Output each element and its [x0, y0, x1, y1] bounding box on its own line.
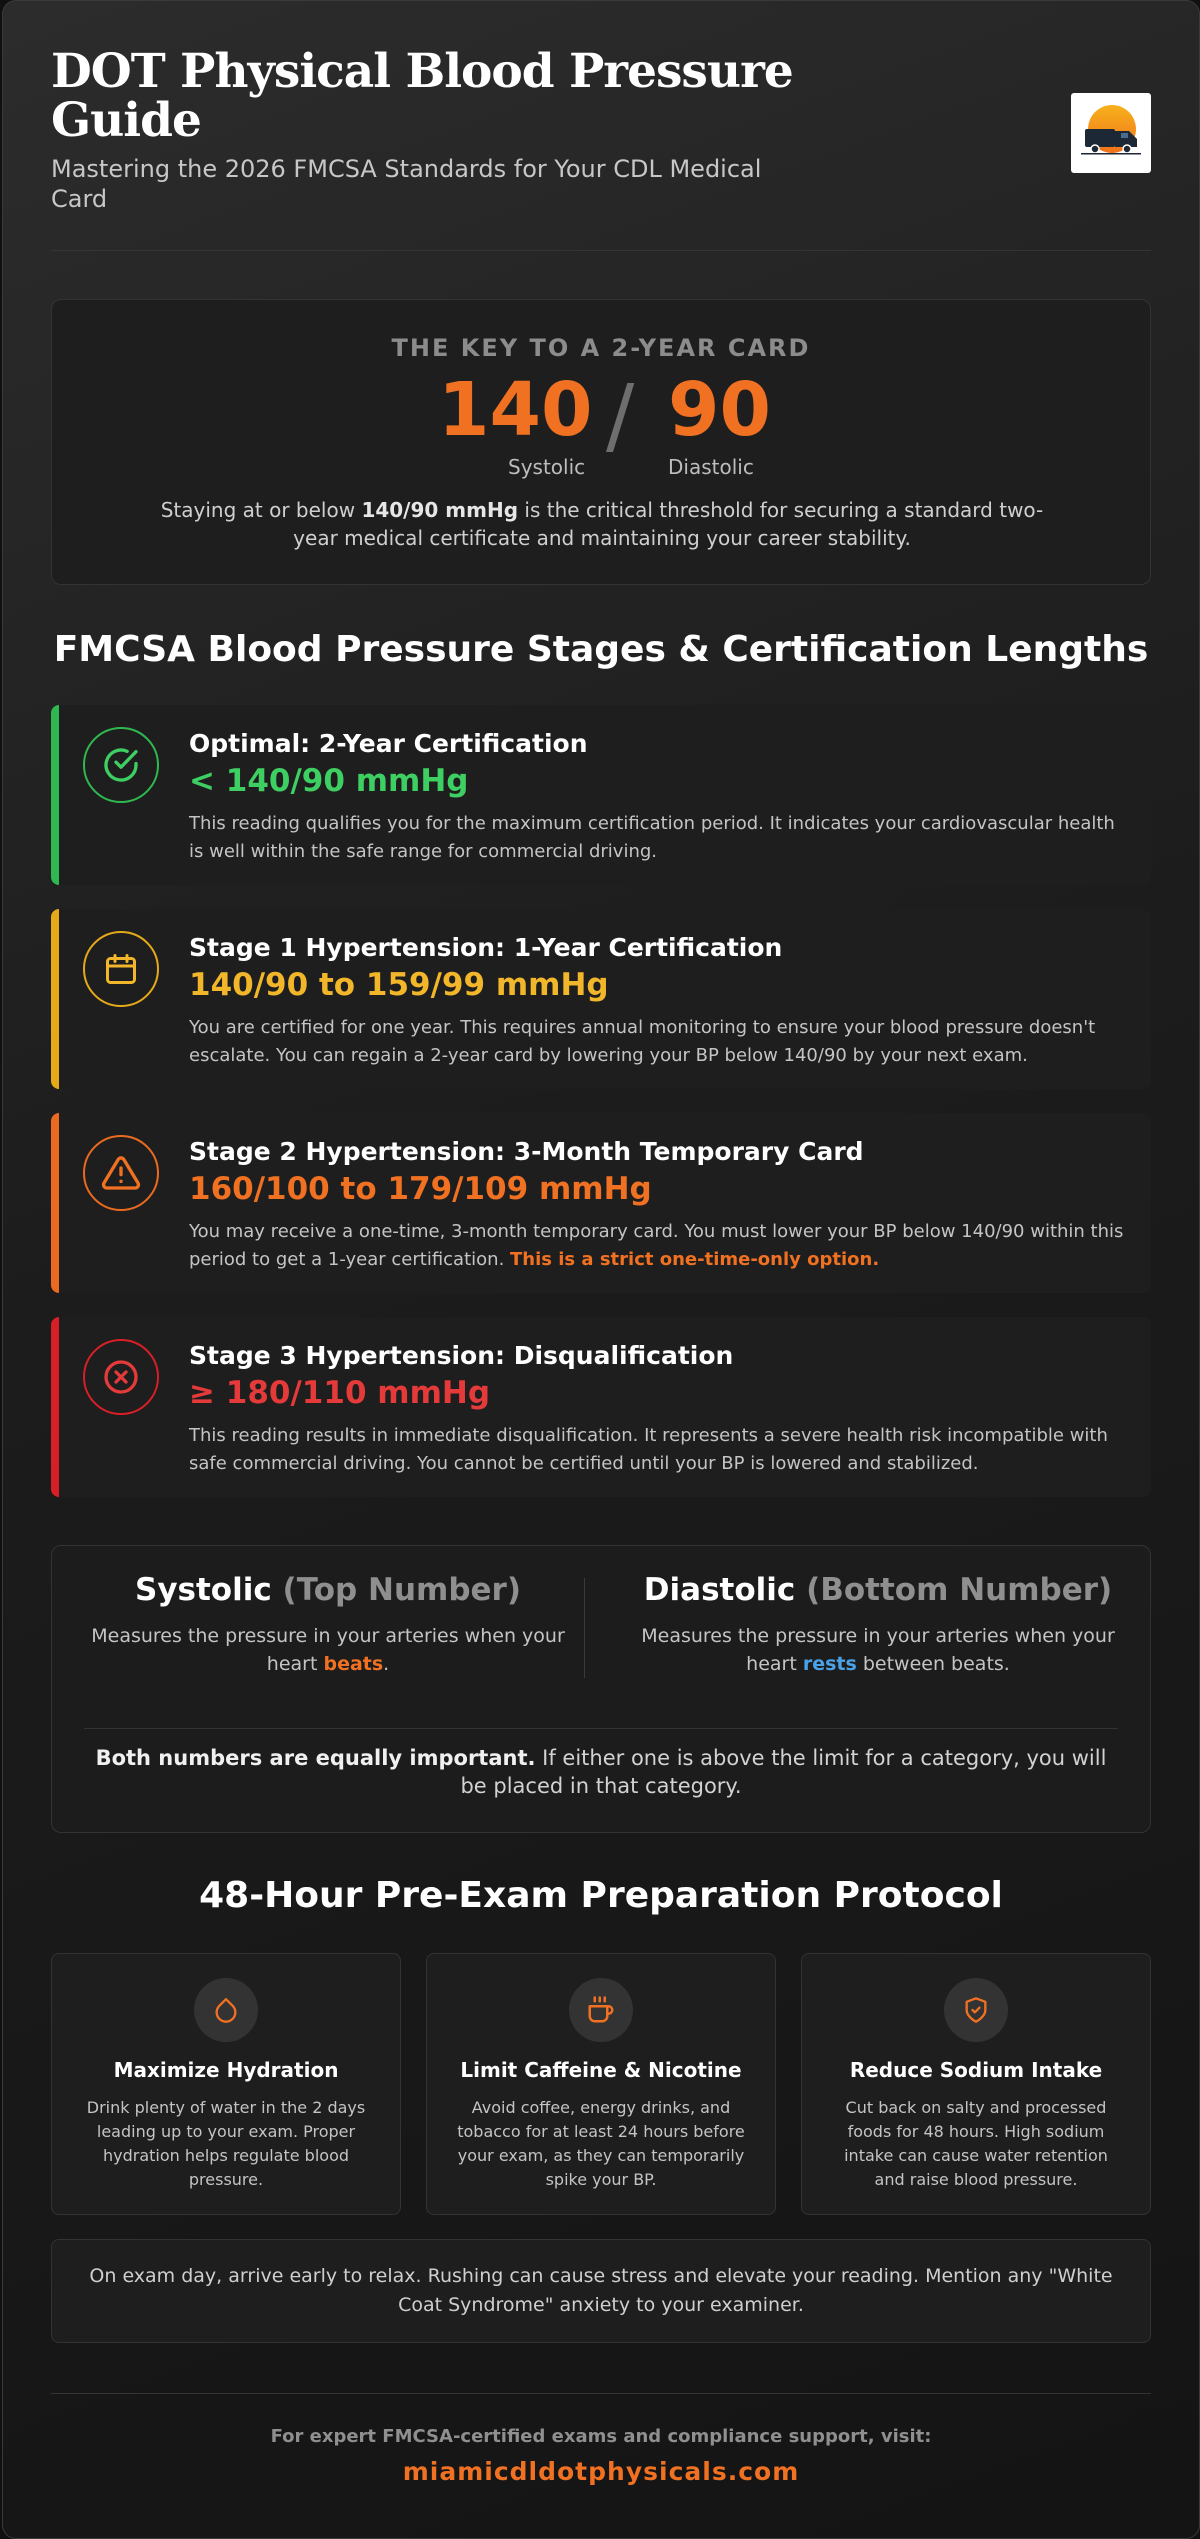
stage-card-stage-1 [51, 909, 1151, 1089]
one-time-warning: This is a strict one-time-only option. [510, 1249, 880, 1270]
x-circle-icon [83, 1339, 159, 1415]
footer-text: For expert FMCSA-certified exams and compliance support, visit: [270, 2426, 932, 2447]
stage-color-bar [51, 909, 59, 1089]
calendar-icon [83, 931, 159, 1007]
stage-description: You are certified for one year. This requires annual monitoring to ensure your blood pressure doesn't escalate. You can regain a 2-year card by lowering your BP below 140/90 by your next exam. [189, 1017, 1096, 1066]
stage-title: Stage 2 Hypertension: 3-Month Temporary Card [189, 1137, 864, 1166]
threshold-slash: / [606, 366, 635, 464]
systolic-description: Measures the pressure in your arteries when your heart beats. [91, 1625, 565, 1675]
stages-section-title: FMCSA Blood Pressure Stages & Certification Lengths [53, 629, 1149, 670]
bp-numbers-card [51, 1545, 1151, 1833]
prep-card-title: Maximize Hydration [113, 2058, 339, 2082]
systolic-heading: Systolic (Top Number) [135, 1572, 521, 1608]
header-divider [51, 250, 1151, 251]
stage-card-stage-3 [51, 1317, 1151, 1497]
exam-day-tip: On exam day, arrive early to relax. Rushing can cause stress and elevate your reading. Mention any "White Coat Syndrome" anxiety to your examiner. [89, 2265, 1113, 2316]
coffee-cup-icon [569, 1978, 633, 2042]
stage-description: This reading qualifies you for the maximum certification period. It indicates your cardiovascular health is well within the safe range for commercial driving. [189, 813, 1115, 862]
prep-section-title: 48-Hour Pre-Exam Preparation Protocol [199, 1875, 1003, 1916]
note-divider [84, 1728, 1118, 1729]
diastolic-label: Diastolic [668, 455, 754, 479]
prep-card-sodium [801, 1953, 1151, 2215]
footer-divider [51, 2393, 1151, 2394]
stage-description: You may receive a one-time, 3-month temporary card. You must lower your BP below 140/90 within this period to get a 1-year certification. This is a strict one-time-only option. [189, 1221, 1124, 1270]
stage-description: This reading results in immediate disqualification. It represents a severe health risk incompatible with safe commercial driving. You cannot be certified until your BP is lowered and stabilized. [189, 1425, 1108, 1474]
stage-color-bar [51, 705, 59, 885]
stage-range: 140/90 to 159/99 mmHg [189, 967, 609, 1003]
column-divider [584, 1578, 585, 1678]
prep-card-hydration [51, 1953, 401, 2215]
systolic-column [88, 1572, 568, 1678]
truck-sunset-logo [1071, 93, 1151, 173]
water-drop-icon [194, 1978, 258, 2042]
stage-title: Stage 1 Hypertension: 1-Year Certification [189, 933, 783, 962]
diastolic-heading: Diastolic (Bottom Number) [643, 1572, 1113, 1608]
key-card-description: Staying at or below 140/90 mmHg is the critical threshold for securing a standard two-year medical certificate and maintaining your career stability. [160, 498, 1044, 550]
key-card-heading: THE KEY TO A 2-YEAR CARD [391, 334, 811, 362]
exam-day-tip-card [51, 2239, 1151, 2343]
stage-color-bar [51, 1113, 59, 1293]
stage-card-stage-2 [51, 1113, 1151, 1293]
warning-triangle-icon [83, 1135, 159, 1211]
stage-color-bar [51, 1317, 59, 1497]
shield-check-icon [944, 1978, 1008, 2042]
check-circle-icon [83, 727, 159, 803]
prep-card-title: Reduce Sodium Intake [849, 2058, 1103, 2082]
stage-title: Optimal: 2-Year Certification [189, 729, 588, 758]
systolic-label: Systolic [508, 455, 586, 479]
stage-range: ≥ 180/110 mmHg [189, 1375, 491, 1411]
prep-card-description: Drink plenty of water in the 2 days leading up to your exam. Proper hydration helps regulate blood pressure. [86, 2098, 366, 2189]
page-subtitle: Mastering the 2026 FMCSA Standards for Your CDL Medical Card [51, 155, 762, 213]
infographic-page [2, 0, 1200, 2539]
prep-card-caffeine [426, 1953, 776, 2215]
diastolic-description: Measures the pressure in your arteries when your heart rests between beats. [641, 1625, 1115, 1675]
equal-importance-note: Both numbers are equally important. If either one is above the limit for a category, you will be placed in that category. [95, 1746, 1107, 1798]
stage-title: Stage 3 Hypertension: Disqualification [189, 1341, 734, 1370]
prep-card-description: Avoid coffee, energy drinks, and tobacco for at least 24 hours before your exam, as they can temporarily spike your BP. [457, 2098, 745, 2189]
systolic-threshold-value: 140 [438, 367, 593, 453]
stage-card-optimal [51, 705, 1151, 885]
website-link[interactable]: miamicdldotphysicals.com [402, 2457, 800, 2486]
diastolic-threshold-value: 90 [668, 367, 771, 453]
prep-card-description: Cut back on salty and processed foods for 48 hours. High sodium intake can cause water retention and raise blood pressure. [844, 2098, 1108, 2189]
key-threshold-card [51, 299, 1151, 585]
diastolic-column [638, 1572, 1118, 1678]
page-title: DOT Physical Blood Pressure Guide [51, 44, 793, 148]
stage-range: < 140/90 mmHg [189, 763, 469, 799]
prep-card-title: Limit Caffeine & Nicotine [460, 2058, 742, 2082]
stage-range: 160/100 to 179/109 mmHg [189, 1171, 652, 1207]
